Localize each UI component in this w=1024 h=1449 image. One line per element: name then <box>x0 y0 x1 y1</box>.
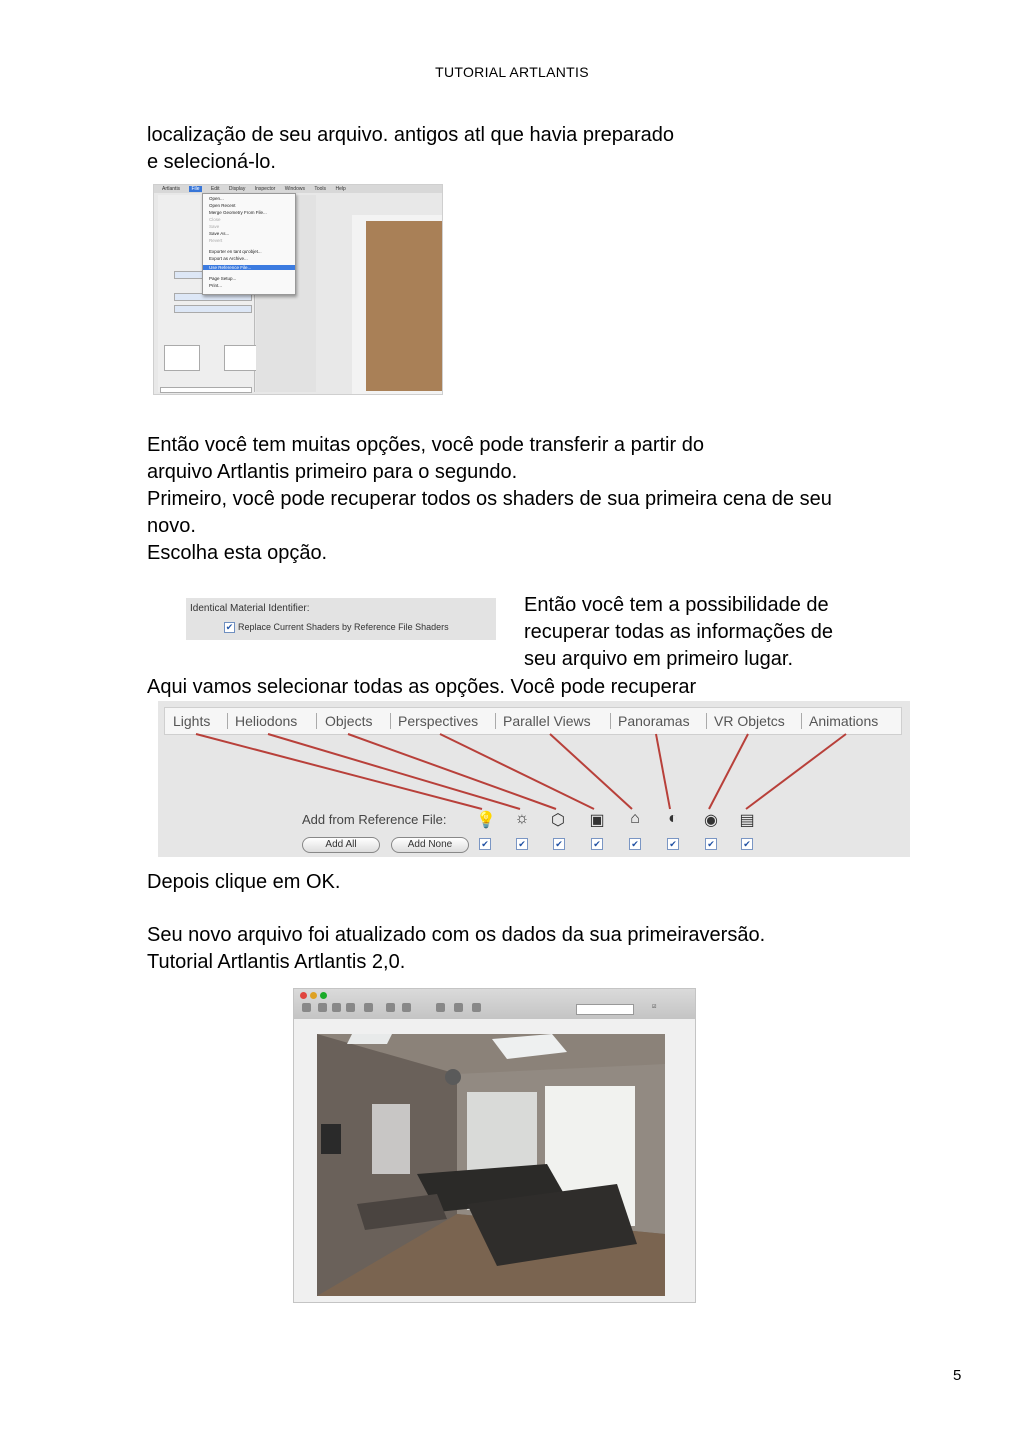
screen-icon[interactable] <box>454 1003 463 1012</box>
menu-item[interactable]: Revert <box>209 238 223 243</box>
closing-paragraph <box>147 922 765 976</box>
tab-panoramas[interactable]: Panoramas <box>618 713 690 729</box>
pointer-line <box>196 734 482 809</box>
add-from-reference-label: Add from Reference File: <box>302 812 447 827</box>
vr-objects-checkbox[interactable]: ✔ <box>705 838 717 850</box>
tool-icon[interactable] <box>302 1003 311 1012</box>
tab-animations[interactable]: Animations <box>809 713 879 729</box>
lights-checkbox[interactable]: ✔ <box>479 838 491 850</box>
options-line: arquivo Artlantis primeiro para o segundo. <box>147 461 518 483</box>
zoom-icon[interactable] <box>320 992 327 999</box>
viewport[interactable] <box>352 215 442 394</box>
add-all-button[interactable]: Add All <box>302 837 380 853</box>
side-line: recuperar todas as informações de <box>524 621 834 643</box>
undo-icon[interactable] <box>318 1003 327 1012</box>
pointer-line <box>348 734 556 809</box>
view-select[interactable] <box>576 1004 634 1015</box>
options-line: Então você tem muitas opções, você pode transferir a partir do <box>147 434 704 456</box>
tab-perspectives[interactable]: Perspectives <box>398 713 479 729</box>
pointer-line <box>746 734 846 809</box>
options-line: Primeiro, você pode recuperar todos os shaders de sua primeira cena de seu <box>147 488 832 510</box>
menubar-item[interactable]: Tools <box>314 186 327 192</box>
parallel-views-checkbox[interactable]: ✔ <box>629 838 641 850</box>
pointer-lines <box>158 701 910 857</box>
closing-line: Seu novo arquivo foi atualizado com os dados da sua primeiraversão. <box>147 924 766 946</box>
pointer-line <box>440 734 594 809</box>
ok-paragraph <box>147 869 340 896</box>
shader-option-screenshot <box>186 598 496 640</box>
menu-item[interactable]: Close <box>209 217 221 222</box>
menubar-item[interactable]: Windows <box>284 186 305 192</box>
menu-item[interactable]: Exporter en tant qu'objet... <box>209 249 262 254</box>
options-paragraph <box>147 432 832 567</box>
pan-tool-icon[interactable] <box>346 1003 355 1012</box>
options-line: novo. <box>147 515 196 537</box>
radiosity-checkbox[interactable]: ☑ <box>652 1004 657 1010</box>
intro-line: e selecioná-lo. <box>147 151 276 173</box>
menubar-item[interactable]: Edit <box>210 186 220 192</box>
closing-line: Tutorial Artlantis Artlantis 2,0. <box>147 951 406 973</box>
pointer-line <box>656 734 670 809</box>
foreground-swatch[interactable] <box>224 345 260 371</box>
room-render <box>317 1034 665 1296</box>
page-number: 5 <box>953 1367 962 1384</box>
menubar-item-file[interactable]: File <box>191 186 200 192</box>
menubar-item[interactable]: Help <box>335 186 346 192</box>
pointer-line <box>709 734 748 809</box>
select-paragraph <box>147 674 696 701</box>
rendered-room-image <box>317 1034 665 1296</box>
tab-vr-objects[interactable]: VR Objetcs <box>714 713 785 729</box>
background-swatch[interactable] <box>164 345 200 371</box>
vr-object-icon: ◉ <box>704 812 718 829</box>
menu-item[interactable]: Export as Archive... <box>209 256 248 261</box>
pointer-line <box>550 734 632 809</box>
menu-item[interactable]: Save As... <box>209 231 230 236</box>
tab-parallel-views[interactable]: Parallel Views <box>503 713 591 729</box>
minimize-icon[interactable] <box>310 992 317 999</box>
menubar-item[interactable]: Display <box>228 186 246 192</box>
menubar-item[interactable]: Artlantis <box>162 186 181 192</box>
close-icon[interactable] <box>300 992 307 999</box>
lightbulb-icon: 💡 <box>476 812 496 829</box>
running-header: TUTORIAL ARTLANTIS <box>435 64 589 80</box>
render-icon[interactable] <box>386 1003 395 1012</box>
menubar-item[interactable]: Inspector <box>254 186 276 192</box>
animation-icon: ▤ <box>739 812 755 829</box>
pointer-line <box>268 734 520 809</box>
preview-icon[interactable] <box>364 1003 373 1012</box>
image-icon[interactable] <box>436 1003 445 1012</box>
side-paragraph <box>524 592 833 673</box>
file-menu-screenshot <box>153 184 443 395</box>
export-icon[interactable] <box>472 1003 481 1012</box>
menu-item[interactable]: Print... <box>209 283 223 288</box>
options-line: Escolha esta opção. <box>147 542 328 564</box>
select-line: Aqui vamos selecionar todas as opções. Você pode recuperar <box>147 676 697 698</box>
heliodon-icon: ☼ <box>514 810 530 827</box>
wall-render <box>366 221 442 391</box>
perspectives-checkbox[interactable]: ✔ <box>591 838 603 850</box>
file-menu-dropdown <box>202 193 296 295</box>
sun-select-2[interactable] <box>174 305 252 313</box>
intro-paragraph <box>147 122 674 176</box>
coordinates-field[interactable] <box>160 387 252 393</box>
house-icon: ⌂ <box>630 810 640 827</box>
replace-shaders-label: Replace Current Shaders by Reference File Shaders <box>238 622 449 632</box>
menu-item[interactable]: Save <box>209 224 220 229</box>
reference-file-screenshot <box>158 701 910 857</box>
tab-objects[interactable]: Objects <box>325 713 373 729</box>
menu-item-use-reference-file[interactable]: Use Reference File... <box>203 265 295 270</box>
render-window-screenshot <box>293 988 696 1303</box>
menubar <box>154 185 442 193</box>
menu-item[interactable]: Open... <box>209 196 224 201</box>
panoramas-checkbox[interactable]: ✔ <box>667 838 679 850</box>
panorama-icon: ◐ <box>668 810 678 827</box>
heliodons-checkbox[interactable]: ✔ <box>516 838 528 850</box>
window-toolbar <box>294 989 695 1019</box>
menu-item[interactable]: Merge Geometry From File... <box>209 210 267 215</box>
intro-line: localização de seu arquivo. antigos atl que havia preparado <box>147 124 675 146</box>
side-line: seu arquivo em primeiro lugar. <box>524 648 794 670</box>
zoom-tool-icon[interactable] <box>332 1003 341 1012</box>
menu-item[interactable]: Page Setup... <box>209 276 237 281</box>
menu-item[interactable]: Open Recent <box>209 203 236 208</box>
tab-heliodons[interactable]: Heliodons <box>235 713 298 729</box>
add-none-button[interactable]: Add None <box>391 837 469 853</box>
shader-icon[interactable] <box>402 1003 411 1012</box>
side-line: Então você tem a possibilidade de <box>524 594 829 616</box>
material-identifier-title: Identical Material Identifier: <box>190 603 310 614</box>
objects-checkbox[interactable]: ✔ <box>553 838 565 850</box>
camera-icon: ▣ <box>589 812 605 829</box>
animations-checkbox[interactable]: ✔ <box>741 838 753 850</box>
replace-shaders-checkbox[interactable]: ✔ <box>225 622 234 632</box>
object-icon: ⬡ <box>551 812 565 829</box>
ok-line: Depois clique em OK. <box>147 871 341 893</box>
tab-lights[interactable]: Lights <box>173 713 211 729</box>
